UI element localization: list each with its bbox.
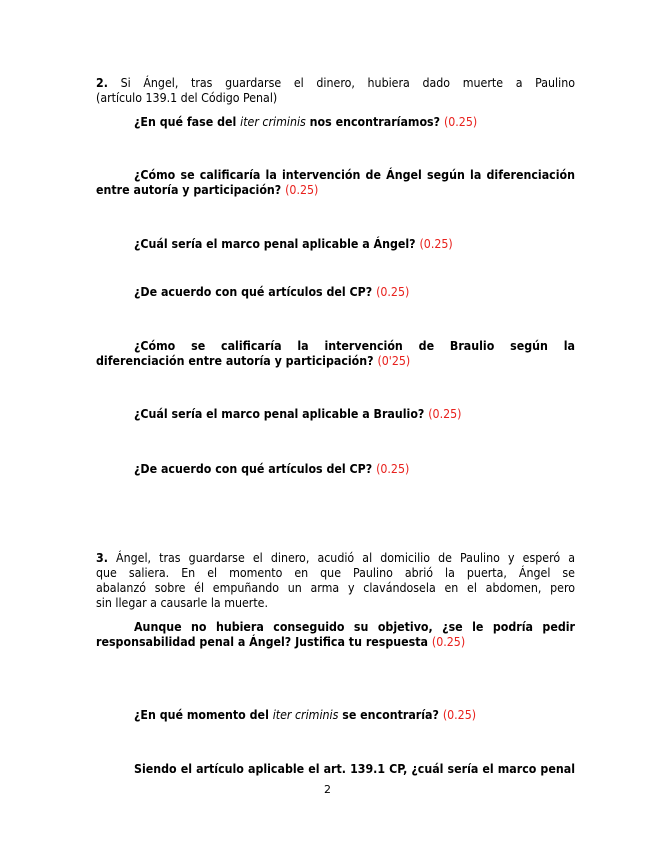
q2-statement-line1	[96, 76, 575, 91]
score: (0.25)	[442, 708, 477, 722]
score: (0.25)	[431, 635, 466, 649]
q3-b-question: ¿En qué momento del iter criminis se encontraría? (0.25)	[134, 708, 477, 722]
score: (0.25)	[376, 285, 410, 299]
iter-criminis-term: iter criminis	[272, 708, 339, 722]
page-number: 2	[324, 783, 331, 796]
q2-f-question: ¿Cuál sería el marco penal aplicable a Braulio? (0.25)	[134, 407, 462, 421]
score: (0'25)	[377, 354, 411, 368]
q2-b-question-line1: ¿Cómo se calificaría la intervención de Ángel según la diferenciación	[134, 168, 575, 182]
q3-statement-text: Ángel, tras guardarse el dinero, acudió al domicilio de Paulino y esperó a	[116, 551, 575, 565]
score: (0.25)	[376, 462, 410, 476]
iter-criminis-term: iter criminis	[240, 115, 306, 129]
q3-a-question-line2: responsabilidad penal a Ángel? Justifica tu respuesta (0.25)	[96, 635, 466, 649]
score: (0.25)	[443, 115, 478, 129]
q2-e-question-line1: ¿Cómo se calificaría la intervención de Braulio según la	[134, 339, 575, 353]
q3-statement-line4: sin llegar a causarle la muerte.	[96, 596, 269, 610]
q2-number: 2.	[96, 76, 108, 90]
q3-a-question-line1: Aunque no hubiera conseguido su objetivo, ¿se le podría pedir	[134, 620, 575, 634]
q2-a-question: ¿En qué fase del iter criminis nos encontraríamos? (0.25)	[134, 115, 478, 129]
q2-b-question-line2: entre autoría y participación? (0.25)	[96, 183, 319, 197]
score: (0.25)	[419, 237, 453, 251]
q2-statement-line2: (artículo 139.1 del Código Penal)	[96, 91, 278, 105]
q3-number: 3.	[96, 551, 108, 565]
score: (0.25)	[285, 183, 319, 197]
q3-c-question-line1: Siendo el artículo aplicable el art. 139.1 CP, ¿cuál sería el marco penal	[134, 762, 575, 776]
q3-statement-line1	[96, 551, 575, 566]
q3-statement-line3: abalanzó sobre él empuñando un arma y clavándosela en el abdomen, pero	[96, 581, 575, 595]
score: (0.25)	[428, 407, 462, 421]
q2-c-question: ¿Cuál sería el marco penal aplicable a Ángel? (0.25)	[134, 237, 453, 251]
q2-e-question-line2: diferenciación entre autoría y participación? (0'25)	[96, 354, 411, 368]
q2-d-question: ¿De acuerdo con qué artículos del CP? (0.25)	[134, 285, 410, 299]
q2-statement-text: Si Ángel, tras guardarse el dinero, hubiera dado muerte a Paulino	[120, 76, 575, 90]
q2-g-question: ¿De acuerdo con qué artículos del CP? (0.25)	[134, 462, 410, 476]
q3-statement-line2: que saliera. En el momento en que Paulino abrió la puerta, Ángel se	[96, 566, 575, 580]
